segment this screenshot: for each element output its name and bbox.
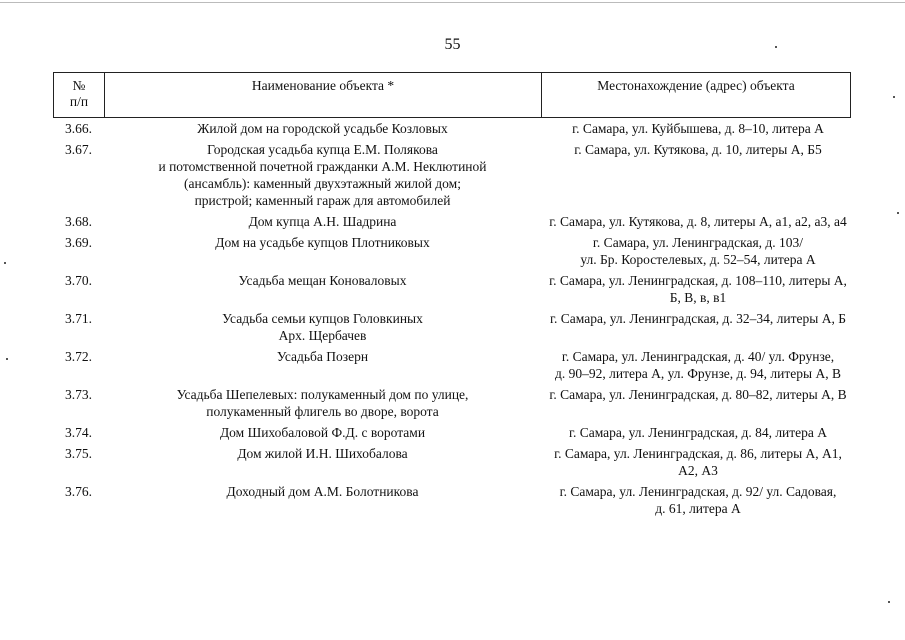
scan-speck [897,212,899,214]
object-name-line: Дом жилой И.Н. Шихобалова [237,446,408,461]
row-number: 3.71. [65,311,92,326]
table-row [53,348,851,382]
scan-speck [4,262,6,264]
table-row [53,272,851,306]
object-name [104,120,541,137]
row-number: 3.73. [65,387,92,402]
scan-top-edge [0,2,905,3]
object-address [541,483,851,517]
row-number: 3.76. [65,484,92,499]
object-name [104,272,541,306]
row-number: 3.67. [65,142,92,157]
object-name-line: полукаменный флигель во дворе, ворота [206,404,439,419]
row-number: 3.69. [65,235,92,250]
object-name [104,348,541,382]
header-col-address: Местонахождение (адрес) объекта [597,78,795,93]
object-address [541,141,851,209]
scan-speck [893,96,895,98]
object-address-line: г. Самара, ул. Ленинградская, д. 80–82, литеры А, В [549,387,847,402]
object-name-line: Жилой дом на городской усадьбе Козловых [197,121,448,136]
row-number: 3.70. [65,273,92,288]
table-row [53,120,851,137]
object-name [104,310,541,344]
row-number: 3.68. [65,214,92,229]
object-address [541,386,851,420]
page-number: 55 [444,36,461,53]
object-address [541,272,851,306]
object-address-line: г. Самара, ул. Ленинградская, д. 103/ [592,235,804,250]
table-body [53,120,851,521]
object-address-line: ул. Бр. Коростелевых, д. 52–54, литера А [580,252,816,267]
object-address [541,120,851,137]
object-name [104,386,541,420]
object-address [541,348,851,382]
object-name [104,213,541,230]
header-col-number [54,73,105,117]
scan-speck [775,46,777,48]
object-name [104,234,541,268]
object-address-line: г. Самара, ул. Ленинградская, д. 84, литера А [568,425,828,440]
table-row [53,483,851,517]
object-name-line: Дом на усадьбе купцов Плотниковых [215,235,430,250]
object-address-line: А2, А3 [678,463,718,478]
object-name-line: и потомственной почетной гражданки А.М. Неклютиной [158,159,487,174]
object-name-line: Усадьба мещан Коноваловых [238,273,407,288]
row-number: 3.72. [65,349,92,364]
object-name [104,141,541,209]
object-address-line: д. 90–92, литера А, ул. Фрунзе, д. 94, литеры А, В [555,366,841,381]
object-address [541,310,851,344]
object-address-line: г. Самара, ул. Ленинградская, д. 108–110, литеры А, [549,273,847,288]
object-address-line: г. Самара, ул. Ленинградская, д. 32–34, литеры А, Б [550,311,846,326]
scan-speck [6,358,8,360]
object-address-line: Б, В, в, в1 [669,290,727,305]
header-col-name: Наименование объекта * [105,73,542,117]
object-name-line: Дом Шихобаловой Ф.Д. с воротами [219,425,426,440]
object-name-line: Арх. Щербачев [278,328,367,343]
object-address-line: г. Самара, ул. Ленинградская, д. 92/ ул. Садовая, [559,484,837,499]
table-row [53,386,851,420]
row-number: 3.75. [65,446,92,461]
object-address-line: д. 61, литера А [655,501,741,516]
object-name-line: Доходный дом А.М. Болотникова [226,484,419,499]
table-row [53,445,851,479]
object-name-line: Усадьба Шепелевых: полукаменный дом по улице, [176,387,469,402]
object-name-line: Усадьба семьи купцов Головкиных [222,311,423,326]
object-name [104,424,541,441]
row-number: 3.66. [65,121,92,136]
object-name [104,445,541,479]
header-col-number-line: № [72,78,86,93]
object-address [541,445,851,479]
table-row [53,213,851,230]
object-name-line: Дом купца А.Н. Шадрина [248,214,397,229]
table-header [53,72,851,118]
scan-speck [888,601,890,603]
row-number: 3.74. [65,425,92,440]
object-name [104,483,541,517]
object-address [541,424,851,441]
object-address-line: г. Самара, ул. Кутякова, д. 8, литеры А, а1, а2, а3, а4 [549,214,847,229]
object-name-line: пристрой; каменный гараж для автомобилей [194,193,451,208]
object-name-line: (ансамбль): каменный двухэтажный жилой дом; [184,176,461,191]
object-address-line: г. Самара, ул. Кутякова, д. 10, литеры А, Б5 [574,142,822,157]
header-col-number-line: п/п [69,94,89,109]
object-address-line: г. Самара, ул. Ленинградская, д. 86, литеры А, А1, [554,446,842,461]
object-address [541,234,851,268]
table-row [53,424,851,441]
table-row [53,310,851,344]
object-address-line: г. Самара, ул. Ленинградская, д. 40/ ул. Фрунзе, [561,349,835,364]
object-name-line: Городская усадьба купца Е.М. Полякова [207,142,438,157]
object-name-line: Усадьба Позерн [276,349,369,364]
object-address [541,213,851,230]
table-row [53,234,851,268]
table-row [53,141,851,209]
object-address-line: г. Самара, ул. Куйбышева, д. 8–10, литера А [572,121,824,136]
